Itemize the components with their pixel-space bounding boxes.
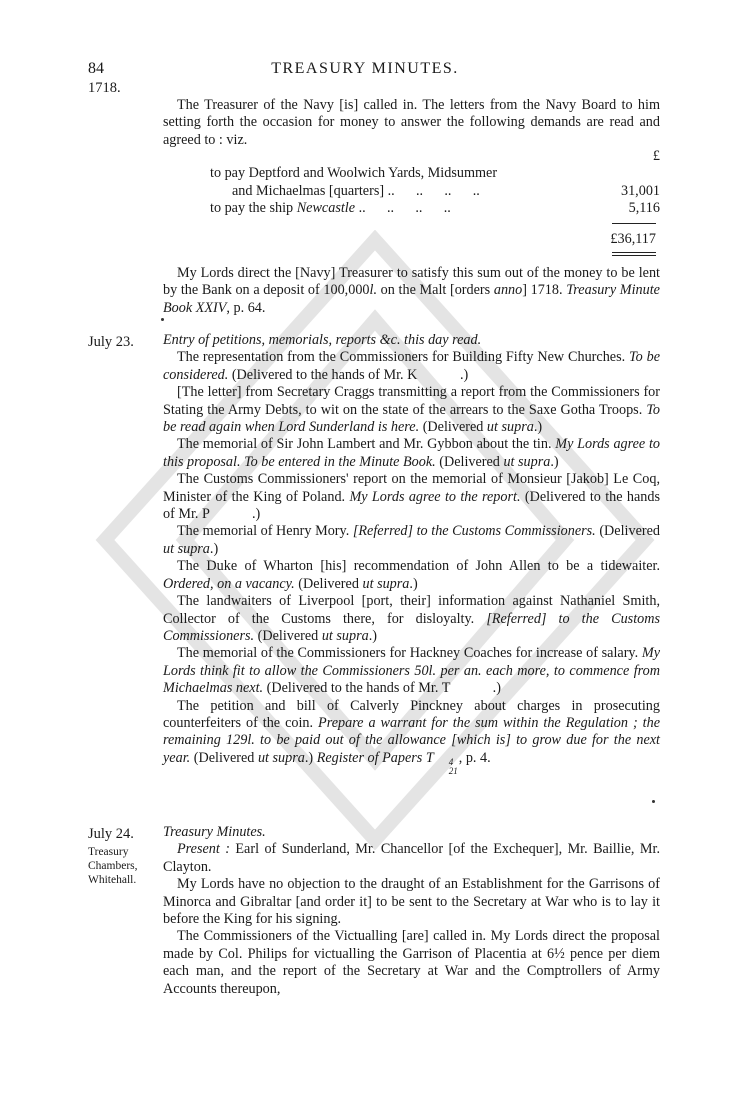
account-label: and Michaelmas [quarters] .. .. .. .. bbox=[232, 182, 480, 199]
entry-paragraph: The landwaiters of Liverpool [port, their] information against Nathaniel Smith, Collector of the Customs there, for disloyalty. [Referred] to the Customs Commissioners. (Delivered ut supra.) bbox=[163, 593, 660, 644]
entry-paragraph: The memorial of the Commissioners for Hackney Coaches for increase of salary. My Lords think fit to allow the Commissioners 50l. per an. each more, to commence from Michaelmas next. (Delivered to the hands of Mr. T .) bbox=[163, 645, 660, 697]
currency-row bbox=[210, 148, 660, 165]
entry-paragraph: My Lords have no objection to the draught of an Establishment for the Garrisons of Minorca and Gibraltar [and order it] to be sent to the Secretary at War who is to lay it before the King for his signing. bbox=[163, 876, 660, 928]
account-label: to pay the ship bbox=[210, 200, 294, 217]
present-line: Present : Earl of Sunderland, Mr. Chancellor [of the Exchequer], Mr. Baillie, Mr. Clayton. bbox=[163, 841, 660, 875]
entry-paragraph: The petition and bill of Calverly Pinckney about charges in prosecuting counterfeiters of the coin. Prepare a warrant for the sum within the Regulation ; the remaining 129l. to be paid out of the allowance [which is] to grow due for the next year. (Delivered ut supra.) Register of Papers T 4 21 , p. 4. bbox=[163, 697, 660, 776]
currency-symbol: £ bbox=[652, 148, 660, 164]
margin-place: Treasury Chambers, Whitehall. bbox=[88, 846, 138, 886]
sum-rule bbox=[612, 223, 656, 224]
account-label: to pay Deptford and Woolwich Yards, Midsummer bbox=[210, 165, 498, 182]
register-reference: Register of Papers T bbox=[316, 749, 434, 766]
source-reference: Treasury Minute Book XXIV bbox=[163, 282, 660, 316]
navy-accounts bbox=[210, 148, 660, 218]
entry-paragraph: [The letter] from Secretary Craggs transmitting a report from the Commissioners for Stating the Army Debts, to wit on the state of the arrears to the Saxe Gotha Troops. To be read again when Lord Sunderland is here. (Delivered ut supra.) bbox=[163, 384, 660, 436]
account-row bbox=[210, 183, 660, 200]
margin-date: July 23. bbox=[88, 334, 134, 350]
account-row bbox=[210, 165, 660, 182]
entry-paragraph: The Customs Commissioners' report on the memorial of Monsieur [Jakob] Le Coq, Minister of the King of Poland. My Lords agree to the report. (Delivered to the hands of Mr. P .) bbox=[163, 471, 664, 523]
entry-paragraph: The Commissioners of the Victualling [are] called in. My Lords direct the proposal made by Col. Philips for victualling the Garrison of Placentia at 6½ pence per diem each man, and the report of the Secretary at War and the Comptrollers of Army Accounts thereupon, bbox=[163, 928, 660, 997]
total-double-rule bbox=[612, 255, 656, 256]
print-mark bbox=[161, 318, 164, 321]
section-heading: Treasury Minutes. bbox=[163, 824, 266, 840]
entry-paragraph: The memorial of Henry Mory. [Referred] to the Customs Commissioners. (Delivered ut supra.) bbox=[163, 523, 660, 557]
section-heading: Entry of petitions, memorials, reports &c. this day read. bbox=[163, 332, 482, 348]
print-mark bbox=[652, 800, 655, 803]
july23-entries bbox=[163, 332, 664, 776]
running-title: TREASURY MINUTES. bbox=[271, 60, 459, 77]
navy-direction: My Lords direct the [Navy] Treasurer to satisfy this sum out of the money to be lent by the Bank on a deposit of 100,000l. on the Malt [orders anno] 1718. Treasury Minute Book XXIV, p. 64. bbox=[163, 265, 660, 316]
navy-intro: The Treasurer of the Navy [is] called in. The letters from the Navy Board to him setting forth the occasion for money to answer the following demands are read and agreed to : viz. bbox=[163, 97, 660, 148]
margin-year: 1718. bbox=[88, 80, 121, 96]
account-amount: 31,001 bbox=[620, 182, 660, 199]
july24-minutes bbox=[163, 824, 660, 998]
leader-dots: .. .. .. .. bbox=[358, 200, 451, 217]
account-total: £36,117 bbox=[610, 231, 656, 247]
total-double-rule bbox=[612, 252, 656, 253]
entry-paragraph: The Duke of Wharton [his] recommendation of John Allen to be a tidewaiter. Ordered, on a vacancy. (Delivered ut supra.) bbox=[163, 558, 660, 592]
entry-paragraph: The memorial of Sir John Lambert and Mr. Gybbon about the tin. My Lords agree to this proposal. To be entered in the Minute Book. (Delivered ut supra.) bbox=[163, 436, 660, 470]
account-amount: 5,116 bbox=[628, 200, 660, 217]
register-fraction: 4 21 bbox=[448, 756, 458, 776]
account-row bbox=[210, 200, 660, 217]
page-number: 84 bbox=[88, 60, 104, 77]
margin-date: July 24. bbox=[88, 826, 134, 842]
ship-name: Newcastle bbox=[296, 200, 356, 217]
entry-paragraph: The representation from the Commissioners for Building Fifty New Churches. To be considered. (Delivered to the hands of Mr. K .) bbox=[163, 349, 660, 383]
